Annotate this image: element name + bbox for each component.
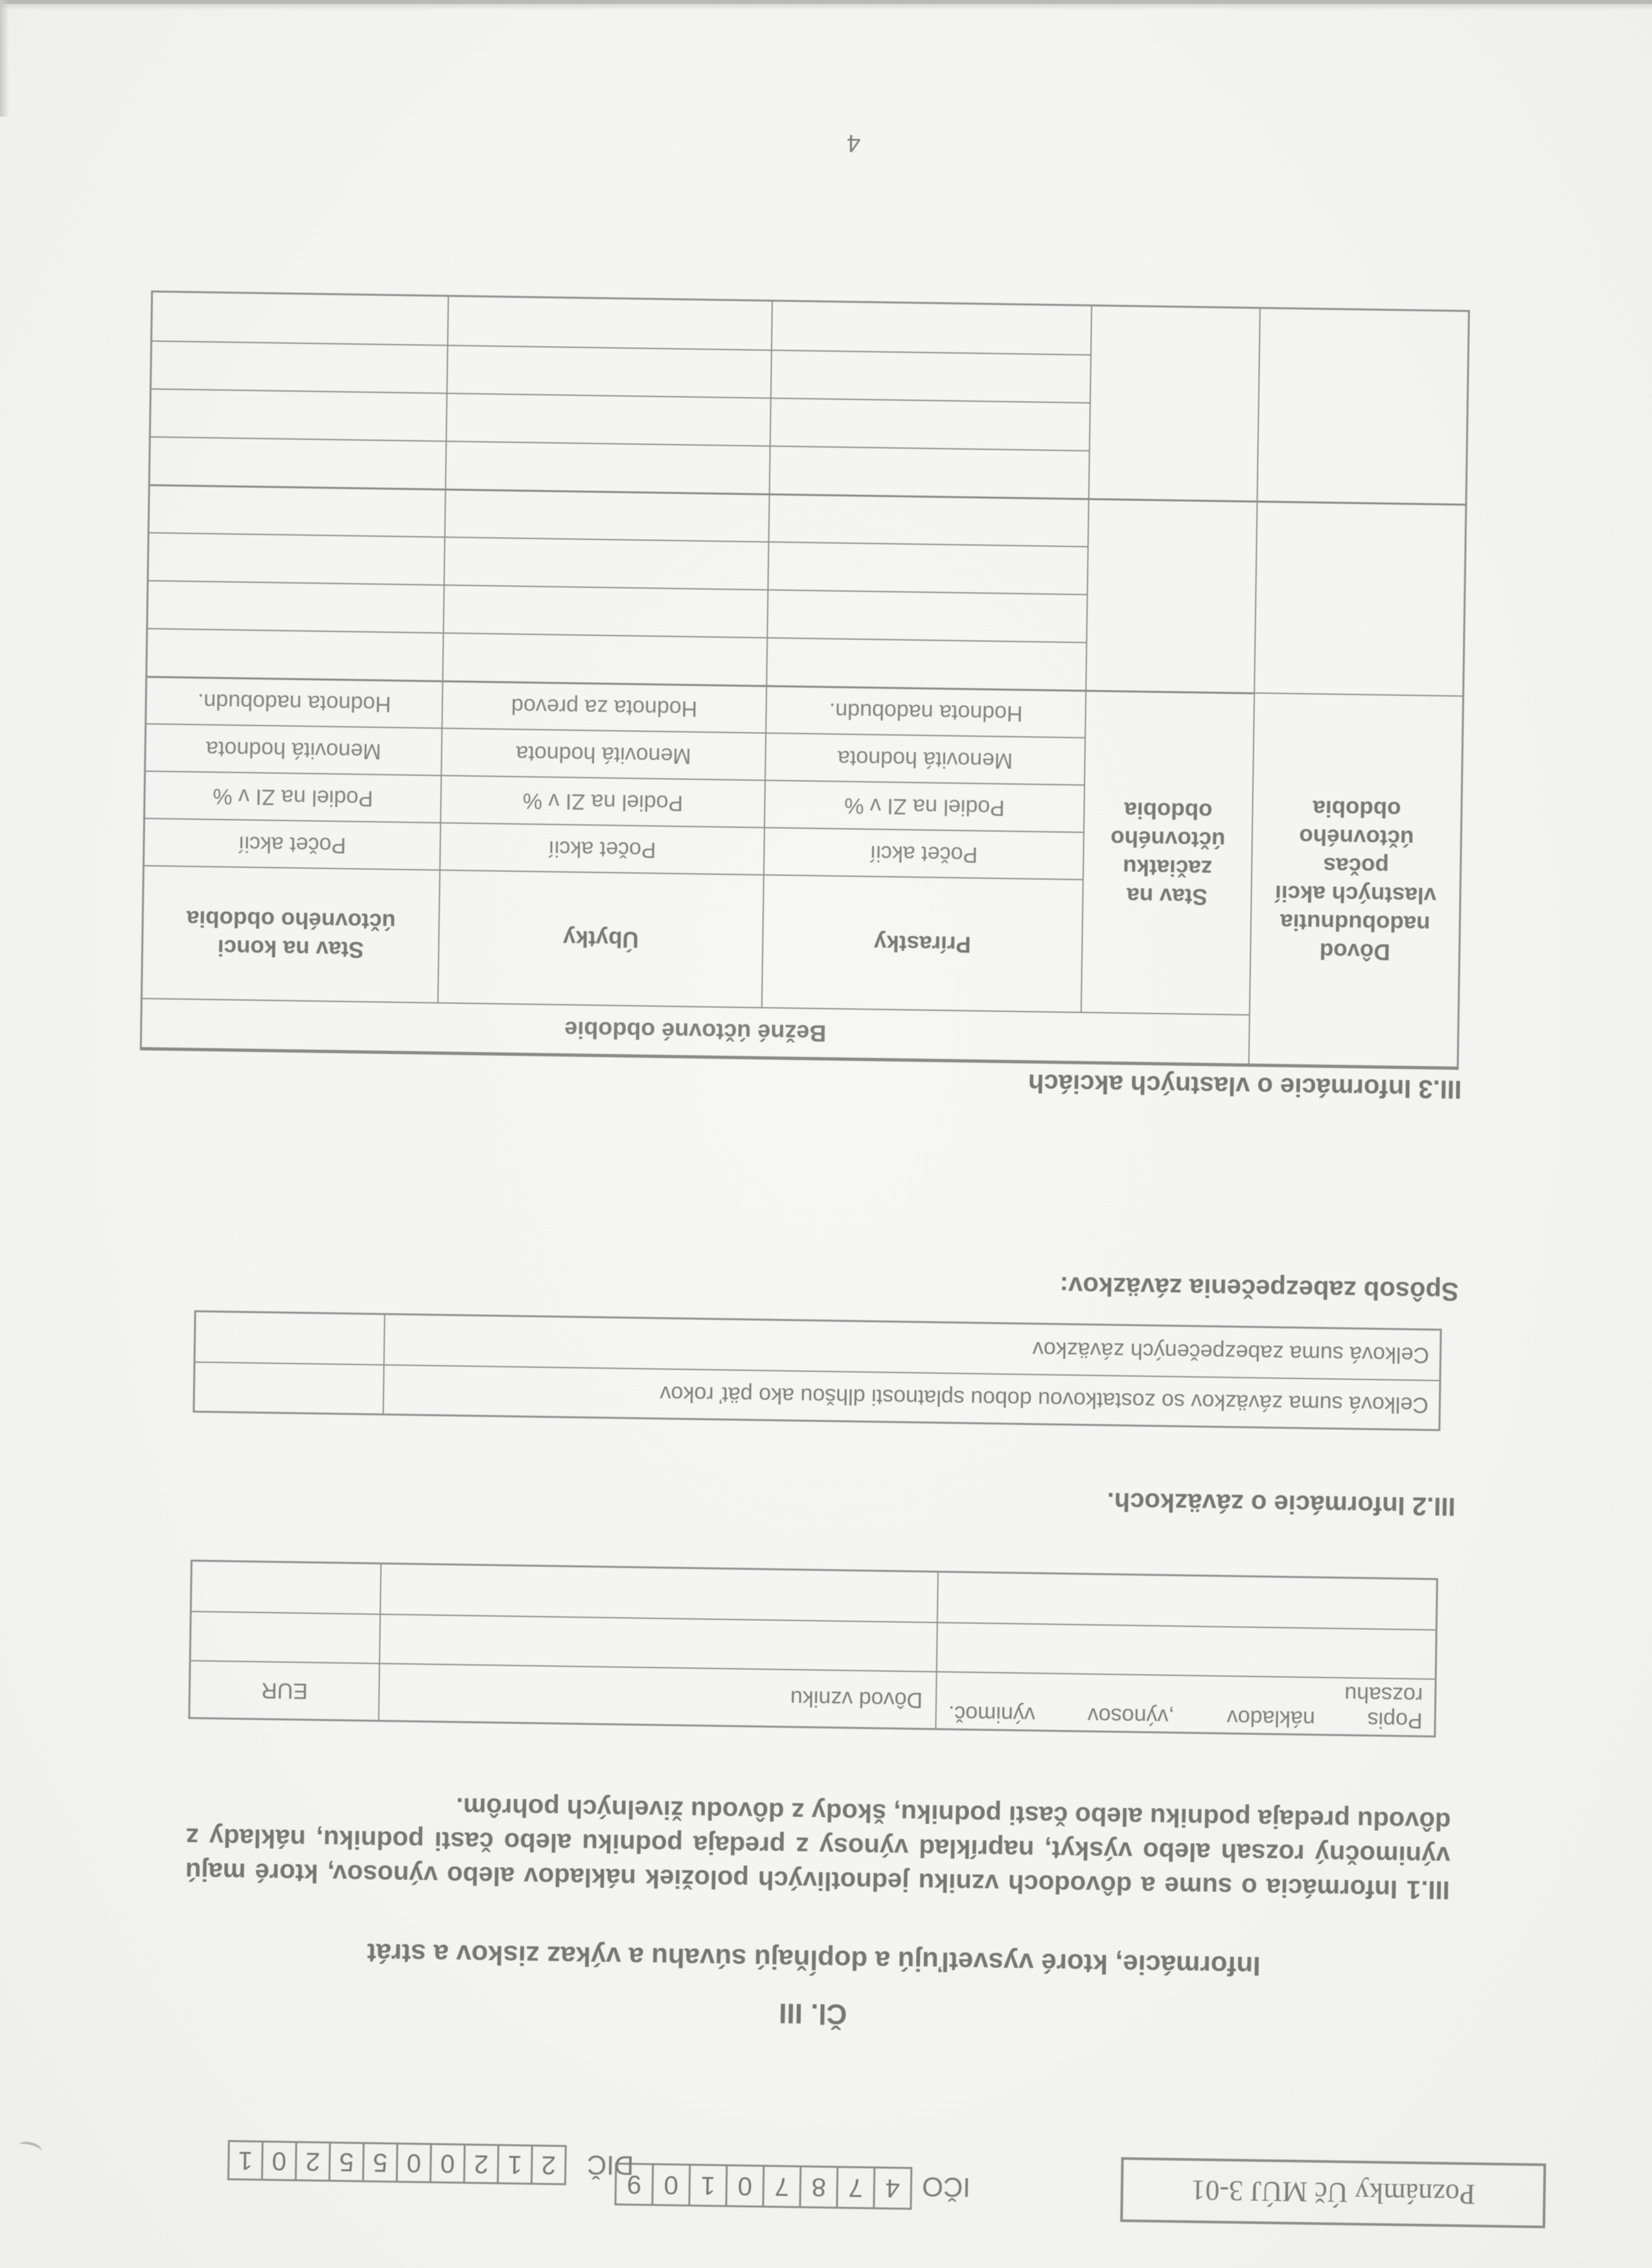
iii3-data-cell [447, 297, 772, 349]
article-title: Informácie, ktoré vysvetľujú a dopĺňajú súvahu a výkaz ziskov a strát [367, 1938, 1261, 1982]
iii1-empty-cell [937, 1573, 1436, 1629]
ico-digit-box: 4 [873, 2166, 912, 2210]
iii1-intro-paragraph: III.1 Informácia o sume a dôvodoch vzniku jednotlivých položiek nákladov alebo výnosov, ktoré majú výnimočný rozsah alebo výskyt, napríklad výnosy z predaja podniku alebo časti podniku, náklady z dôvodu predaja podniku alebo časti podniku, škody z dôvodu živelných pohrôm. [185, 1792, 1451, 1905]
iii1-col-eur: EUR [190, 1660, 379, 1720]
iii3-data-cell [152, 340, 447, 393]
dic-digit-box: 2 [295, 2141, 331, 2182]
iii2-row-label: Celková suma záväzkov so zostatkovou dobou splatnosti dlhšou ako päť rokov [383, 1364, 1440, 1429]
iii3-data-cell [767, 542, 1087, 594]
iii3-data-cell [444, 536, 768, 589]
iii3-data-cell [150, 484, 445, 536]
iii3-data-reason-cell [1257, 309, 1468, 504]
dic-digit-box: 2 [463, 2144, 499, 2184]
iii3-col-reason: Dôvod nadobudnutia vlastných akcií počas účtovného obdobia [1248, 693, 1462, 1067]
pencil-smudge [17, 2140, 43, 2157]
iii3-data-cell [446, 345, 771, 397]
iii1-col-popis [935, 1671, 1434, 1735]
iii3-table [140, 290, 1470, 1070]
ico-digit-box: 1 [688, 2164, 728, 2207]
iii1-col-popis-line2: rozsahu [1344, 1681, 1423, 1708]
iii3-data-cell [152, 292, 448, 345]
form-code-label: Poznámky Úč MÚJ 3-01 [1191, 2175, 1476, 2211]
iii2-row-value [195, 1362, 384, 1414]
dic-digit-boxes [227, 2140, 567, 2185]
iii1-empty-cell [936, 1622, 1436, 1678]
iii3-period-header: Bežné účtovné obdobie [142, 998, 1249, 1063]
iii3-col-opening: Stav na začiatku účtovného obdobia [1081, 690, 1254, 1014]
iii3-metric-label: Podiel na ZI v % [440, 775, 764, 827]
dic-digit-box: 1 [227, 2140, 264, 2181]
dic-digit-box: 2 [531, 2144, 567, 2185]
iii3-data-opening-cell [1085, 498, 1256, 693]
iii2-table [193, 1311, 1442, 1432]
iii3-col-disposals: Úbytky [437, 869, 763, 1007]
iii3-data-cell [770, 398, 1090, 450]
iii3-data-opening-cell [1088, 306, 1259, 501]
iii3-data-cell [771, 302, 1091, 354]
iii3-metric-label: Hodnota za prevod [441, 680, 766, 732]
iii1-empty-cell [379, 1614, 937, 1671]
iii3-data-cell [147, 628, 442, 680]
iii3-data-cell [766, 590, 1086, 642]
dic-digit-box: 0 [430, 2143, 466, 2184]
iii3-data-cell [149, 532, 444, 584]
ico-digit-boxes [614, 2162, 912, 2210]
ico-digit-box: 0 [651, 2163, 691, 2206]
dic-digit-box: 0 [261, 2140, 297, 2181]
ico-digit-box: 8 [799, 2166, 838, 2209]
iii3-heading: III.3 Informácie o vlastných akciách [1027, 1068, 1462, 1104]
iii3-metric-label: Podiel na ZI v % [145, 770, 441, 822]
iii3-data-cell [445, 441, 770, 493]
iii1-col-popis-line1: Popis nákladov ,výnosov výnimoč. [948, 1701, 1423, 1733]
iii3-data-cell [769, 446, 1089, 498]
iii3-data-cell [151, 388, 446, 441]
iii3-data-reason-cell [1254, 501, 1465, 696]
iii3-col-additions: Prírastky [761, 875, 1083, 1012]
dic-digit-box: 0 [396, 2142, 432, 2183]
ico-digit-box: 0 [725, 2164, 764, 2208]
iii3-metric-label: Menovitá hodnota [441, 727, 765, 779]
article-heading: Čl. III [778, 1997, 847, 2030]
ico-digit-box: 9 [614, 2162, 654, 2206]
iii3-metric-label: Hodnota nadobudn. [146, 676, 442, 727]
page-number: 4 [846, 129, 861, 157]
iii3-metric-label: Podiel na ZI v % [764, 780, 1084, 832]
iii3-metric-label: Počet akcií [439, 822, 764, 874]
iii3-data-cell [770, 350, 1090, 402]
iii3-metric-label: Menovitá hodnota [146, 723, 441, 775]
dic-digit-box: 1 [497, 2144, 533, 2185]
iii2-row-value [196, 1312, 384, 1364]
form-code-box [1120, 2157, 1546, 2228]
iii3-data-cell [150, 436, 446, 488]
iii2-heading: III.2 Informácie o záväzkoch. [1107, 1487, 1456, 1521]
iii3-metric-label: Menovitá hodnota [764, 733, 1084, 785]
iii3-metric-label: Počet akcií [144, 818, 440, 869]
iii1-col-dovod: Dôvod vzniku [378, 1663, 936, 1728]
iii1-empty-cell [380, 1564, 937, 1622]
iii3-data-cell [442, 584, 767, 637]
ico-digit-box: 7 [836, 2166, 875, 2209]
iii1-table [188, 1560, 1438, 1738]
iii2-security-heading: Spôsob zabezpečenia záväzkov: [1059, 1271, 1459, 1306]
ico-label: IČO [921, 2171, 971, 2203]
dic-digit-box: 5 [362, 2142, 398, 2183]
iii1-empty-cell [192, 1562, 380, 1614]
iii3-data-cell [766, 637, 1086, 690]
dic-digit-box: 5 [328, 2142, 365, 2182]
ico-digit-box: 7 [762, 2165, 801, 2208]
iii1-empty-cell [191, 1611, 380, 1663]
iii3-data-cell [442, 632, 766, 685]
scanner-edge-fade [0, 4, 1652, 10]
scanner-corner-shadow [0, 0, 9, 117]
iii3-data-cell [444, 488, 769, 541]
iii3-data-cell [446, 393, 770, 445]
iii3-data-cell [768, 494, 1088, 546]
dic-label: DIČ [586, 2149, 634, 2181]
iii3-data-cell [148, 580, 443, 632]
iii2-row-label: Celková suma zabezpečených záväzkov [384, 1315, 1440, 1380]
iii3-metric-label: Počet akcií [763, 827, 1083, 879]
iii3-metric-label: Hodnota nadobudn. [765, 685, 1085, 737]
iii3-col-closing: Stav na konci účtovného obdobia [143, 865, 439, 1002]
